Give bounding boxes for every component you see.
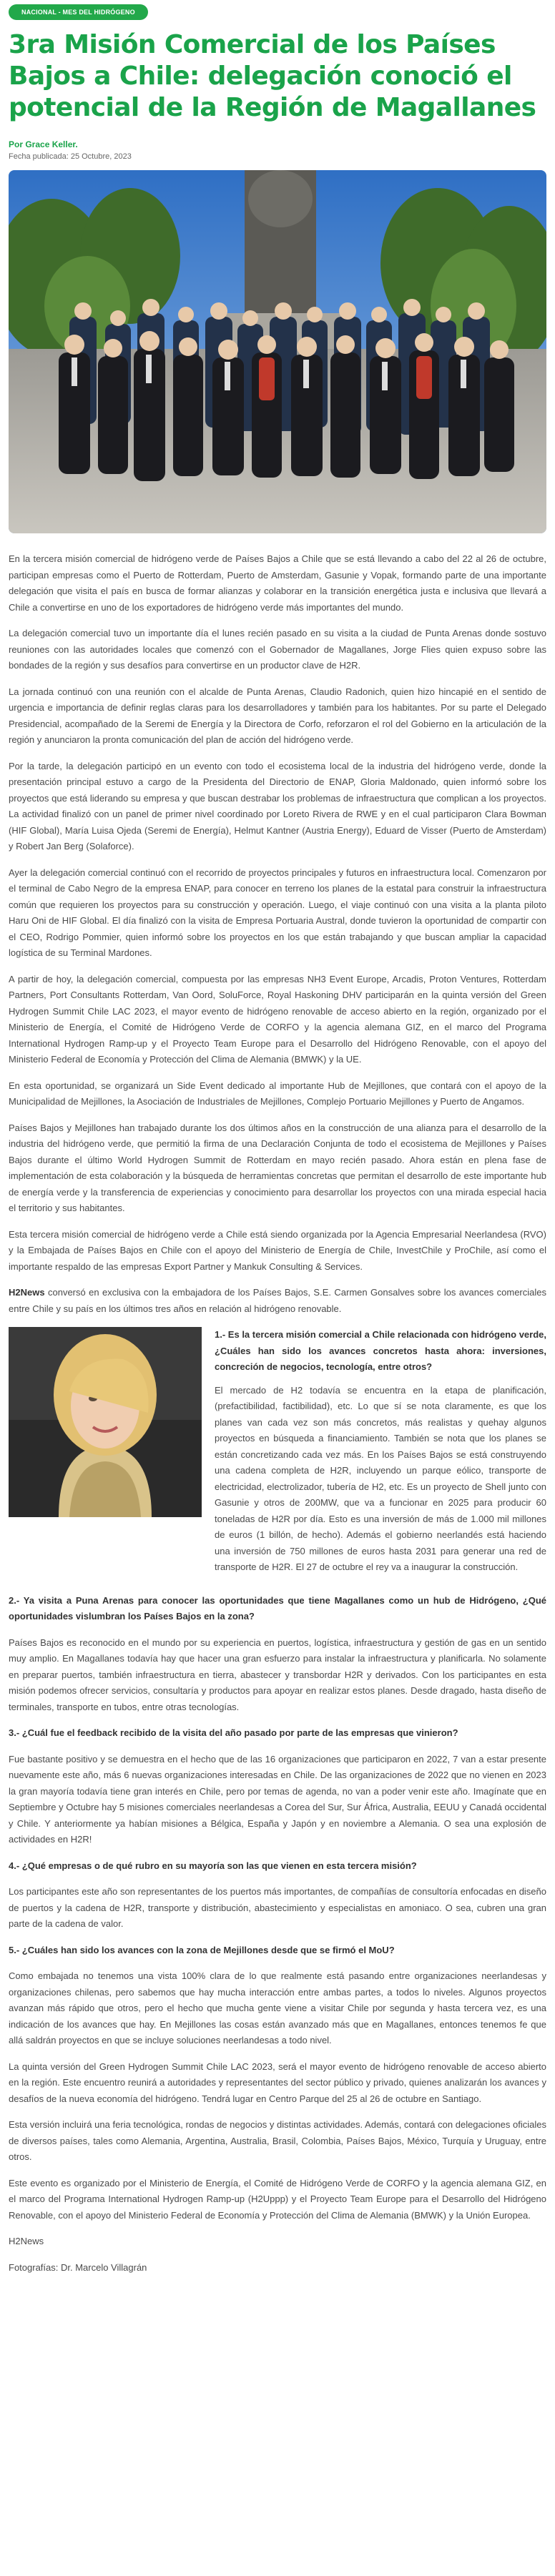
body-paragraph: Esta tercera misión comercial de hidrógeno verde a Chile está siendo organizada por la Agencia Empresarial Neerlandesa (RVO) y la Embajada de Países Bajos en Chile con el apoyo del Ministerio de Energía de Chile, InvestChile y ProChile, así como el importante respaldo de las empresas Export Partner y Mankuk Consulting & Services. xyxy=(9,1228,546,1272)
body-paragraph: Ayer la delegación comercial continuó con el recorrido de proyectos principales y futuros en infraestructura local. Comenzaron por el terminal de Cabo Negro de la empresa ENAP, para conocer en terreno los planes de la estatal para construir la infraestructura común que requieren los proyectos para su construcción y operación. Luego, el viaje continuó con una visita a la planta piloto Haru Oni de HIF Global. El día finalizó con la visita de Empresa Portuaria Austral, donde tuvieron la oportunidad de compartir con el CEO, Rodrigo Pommier, quien informó sobre los proyectos en los que están trabajando y que buscan ampliar la capacidad logística de su Terminal Mardones. xyxy=(9,867,546,958)
closing-paragraph: La quinta versión del Green Hydrogen Summit Chile LAC 2023, será el mayor evento de hidrógeno renovable de acceso abierto en la región. Este encuentro reunirá a autoridades y representantes del sector público y privado, quienes analizarán los avances y desafíos de la nueva economía del hidrógeno. Tendrá lugar en Centro Parque del 25 al 26 de octubre en Santiago. xyxy=(9,2061,546,2104)
question-5: 5.- ¿Cuáles han sido los avances con la zona de Mejillones desde que se firmó el MoU? xyxy=(9,1944,395,1955)
category-badge[interactable]: NACIONAL - MES DEL HIDRÓGENO xyxy=(9,4,148,20)
publish-date: Fecha publicada: 25 Octubre, 2023 xyxy=(9,152,132,161)
answer-1: El mercado de H2 todavía se encuentra en la etapa de planificación, (prefactibilidad, factibilidad), etc. Lo que sí se nota claramente, es que los planes van cada vez son más concretos, más realistas y quehay algunos proyectos en búsqueda a financiamiento. También se nota que los planes se están concretizando cada vez más. En los Países Bajos se está construyendo una cadena completa de H2R, incluyendo un parque eólico, transporte de electricidad, electrolizador, tubería de H2, etc. Es un proyecto de Shell junto con Gasunie y otros de 200MW, que va a funcionar en 2025 para producir 60 toneladas de H2R por día. Esto es una inversión de más de 1.000 mil millones de euros (1 billón, de hecho). Además el gobierno neerlandés está haciendo una inversión de 750 millones de euros hasta 2031 para generar una red de transporte de H2R. El 27 de octubre el rey va a inaugurar la construcción. xyxy=(215,1384,546,1572)
interview-intro-text: conversó en exclusiva con la embajadora de los Países Bajos, S.E. Carmen Gonsalves sobre los avances comerciales entre Chile y su país en los últimos tres años en relación al hidrógeno renovable. xyxy=(9,1287,546,1314)
answer-2: Países Bajos es reconocido en el mundo por su experiencia en puertos, logística, infraestructura y gestión de gas en un sentido muy amplio. En Magallanes todavía hay que hacer una gran esfuerzo para instalar la infraestructura y planificarla. No solamente en preparar puertos, también infraestructura en tierra, abastecer y transbordar H2R y derivados. Con los participantes en esta misión podemos ofrecer servicios, consultaría y productos para apoyar en realizar estos planes. Desde dragado, hasta diseño de terminales, transporte en tubos, entre otras tecnologías. xyxy=(9,1637,546,1712)
body-paragraph: En la tercera misión comercial de hidrógeno verde de Países Bajos a Chile que se está llevando a cabo del 22 al 26 de octubre, participan empresas como el Puerto de Rotterdam, Puerto de Amsterdam, Gasunie y Vopak, formando parte de una importante delegación que visita el país en busca de formar alianzas y colaborar en la transición energética justa e inclusiva que llevará a Chile a convertirse en uno de los exportadores de hidrógeno verde más importantes del mundo. xyxy=(9,553,546,613)
body-paragraph: En esta oportunidad, se organizará un Side Event dedicado al importante Hub de Mejillones, que contará con el apoyo de la Municipalidad de Mejillones, la Asociación de Industriales de Mejillones, Complejo Portuario Mejillones y Puerto de Angamos. xyxy=(9,1080,546,1107)
ambassador-portrait xyxy=(9,1327,202,1517)
body-paragraph: A partir de hoy, la delegación comercial, compuesta por las empresas NH3 Event Europe, Arcadis, Proton Ventures, Rotterdam Partners, Port Consultants Rotterdam, Van Oord, SoluForce, Royal Haskoning DHV participarán en la quinta versión del Green Hydrogen Summit Chile LAC 2023, el mayor evento de hidrógeno renovable de acceso abierto en la región, organizado por el Ministerio de Energía, el Comité de Hidrógeno Verde de CORFO y la agencia alemana GIZ, en el marco del Programa International Hydrogen Ramp-up y el Proyecto Team Europe para el Desarrollo del Hidrógeno Renovable, con el apoyo del Ministerio Federal de Economía y Protección del Clima de Alemania (BMWK) y la UE. xyxy=(9,973,546,1065)
question-3: 3.- ¿Cuál fue el feedback recibido de la visita del año pasado por parte de las empresas que vinieron? xyxy=(9,1727,458,1738)
delegation-group-photo xyxy=(9,170,546,533)
closing-paragraph: Este evento es organizado por el Ministerio de Energía, el Comité de Hidrógeno Verde de CORFO y la agencia alemana GIZ, en el marco del Programa International Hydrogen Ramp-up (H2Uppp) y el Proyecto Team Europe para el Desarrollo del Hidrógeno Renovable, con el apoyo del Ministerio Federal de Economía y Protección del Clima de Alemania (BMWK) y la Unión Europea. xyxy=(9,2177,546,2221)
brand-name: H2News xyxy=(9,1287,45,1298)
body-paragraph: Por la tarde, la delegación participó en un evento con todo el ecosistema local de la industria del hidrógeno verde, donde la presentación principal estuvo a cargo de la Presidenta del Directorio de ENAP, Gloria Maldonado, quien informó sobre los proyectos que está liderando su empresa y que buscan destrabar los problemas de infraestructura que complican a los proyectos. La actividad finalizó con un panel de primer nivel coordinado por Loreto Rivera de RWE y en el cual participaron Clara Bowman (HIF Global), María Luisa Ojeda (Seremi de Energía), Helmut Kantner (Austria Energy), Eduard de Visser (Puerto de Amsterdam) y Robert Jan Berg (Solaforce). xyxy=(9,760,546,852)
body-paragraph: La delegación comercial tuvo un importante día el lunes recién pasado en su visita a la ciudad de Punta Arenas donde sostuvo reuniones con las autoridades locales que comenzó con el Gobernador de Magallanes, Jorge Flies quien expuso sobre las bondades de la región y sus desafíos para convertirse en un productor clave de H2R. xyxy=(9,628,546,671)
answer-3: Fue bastante positivo y se demuestra en el hecho que de las 16 organizaciones que participaron en 2022, 7 van a estar presente nuevamente este año, más 6 nuevas organizaciones interesadas en Chile. De las organizaciones de 2022 que no vienen en 2023 la gran mayoría todavía tiene gran interés en Chile, pero por temas de agenda, no van a poder venir este año. Imagínate que en Septiembre y Octubre hay 5 misiones comerciales neerlandesas a Corea del Sur, Sur África, Australia, EEUU y Canadá occidental y Chile. Y anteriormente ya habían misiones a Bélgica, España y Japón y en noviembre a Alemania. O sea una explosión de actividades en H2R! xyxy=(9,1753,546,1845)
interview-first-answer xyxy=(9,1327,546,1583)
signature: H2News xyxy=(9,2236,44,2246)
article-body xyxy=(9,551,546,2276)
question-2: 2.- Ya visita a Puna Arenas para conocer las oportunidades que tiene Magallanes como un hub de Hidrógeno, ¿Qué oportunidades vislumbran los Países Bajos en la zona? xyxy=(9,1594,546,1622)
question-1: 1.- Es la tercera misión comercial a Chile relacionada con hidrógeno verde, ¿Cuáles han sido los avances concretos hasta ahora: inversiones, concreción de negocios, tecnología, entre otros? xyxy=(215,1329,546,1372)
closing-paragraph: Esta versión incluirá una feria tecnológica, rondas de negocios y distintas actividades. Además, contará con delegaciones oficiales de diversos países, tales como Alemania, Argentina, Australia, Brasil, Colombia, Países Bajos, México, Turquía y Uruguay, entre otros. xyxy=(9,2119,546,2162)
answer-4: Los participantes este año son representantes de los puertos más importantes, de compañías de consultoría enfocadas en diseño de puertos y la cadena de H2R, transporte y distribución, abastecimiento y especialistas en amoniaco. O sea, cubren una gran parte de la cadena de valor. xyxy=(9,1886,546,1929)
article-title: 3ra Misión Comercial de los Países Bajos a Chile: delegación conoció el potencial de la Región de Magallanes xyxy=(9,30,536,122)
interview-intro xyxy=(9,1285,546,1317)
author-byline[interactable]: Por Grace Keller. xyxy=(9,139,78,149)
body-paragraph: La jornada continuó con una reunión con el alcalde de Punta Arenas, Claudio Radonich, quien hizo hincapié en el sentido de urgencia e importancia de definir reglas claras para los desarrolladores y también para los habitantes. Por su parte el Delegado Presidencial, acompañado de la Seremi de Energía y la Directora de Corfo, reforzaron el rol del Gobierno en la articulación de la región y anunciaron la pronta comunicación del plan de acción del hidrógeno verde. xyxy=(9,686,546,745)
question-4: 4.- ¿Qué empresas o de qué rubro en su mayoría son las que vienen en esta tercera misión? xyxy=(9,1860,417,1871)
photo-credit: Fotografías: Dr. Marcelo Villagrán xyxy=(9,2261,147,2273)
answer-column xyxy=(215,1327,546,1583)
body-paragraph: Países Bajos y Mejillones han trabajado durante los dos últimos años en la construcción de una alianza para el desarrollo de la industria del hidrógeno verde, que permitió la firma de una Declaración Conjunta de todo el ecosistema de Mejillones y Países Bajos durante el último World Hydrogen Summit de Rotterdam en mayo recién pasado. Ahora están en plena fase de implementación de esta colaboración y la búsqueda de herramientas concretas que permitan el desarrollo de este importante hub de energía verde y la transferencia de experiencias y conocimiento para desarrollar los proyectos con una mirada especial hacia el territorio y sus habitantes. xyxy=(9,1122,546,1213)
answer-5: Como embajada no tenemos una vista 100% clara de lo que realmente está pasando entre organizaciones neerlandesas y organizaciones chilenas, pero sabemos que hay mucha interacción entre ambas partes, a todos lo niveles. Algunos proyectos avanzan más rápido que otros, pero el hecho que mucha gente viene a visitar Chile por segunda y hasta tercera vez, es una indicación de los avances que hay. En Mejillones las cosas están avanzado más que en Magallanes, entonces tenemos fe que allá saldrán proyectos en que se incluye soluciones neerlandesas a todo nivel. xyxy=(9,1970,546,2045)
